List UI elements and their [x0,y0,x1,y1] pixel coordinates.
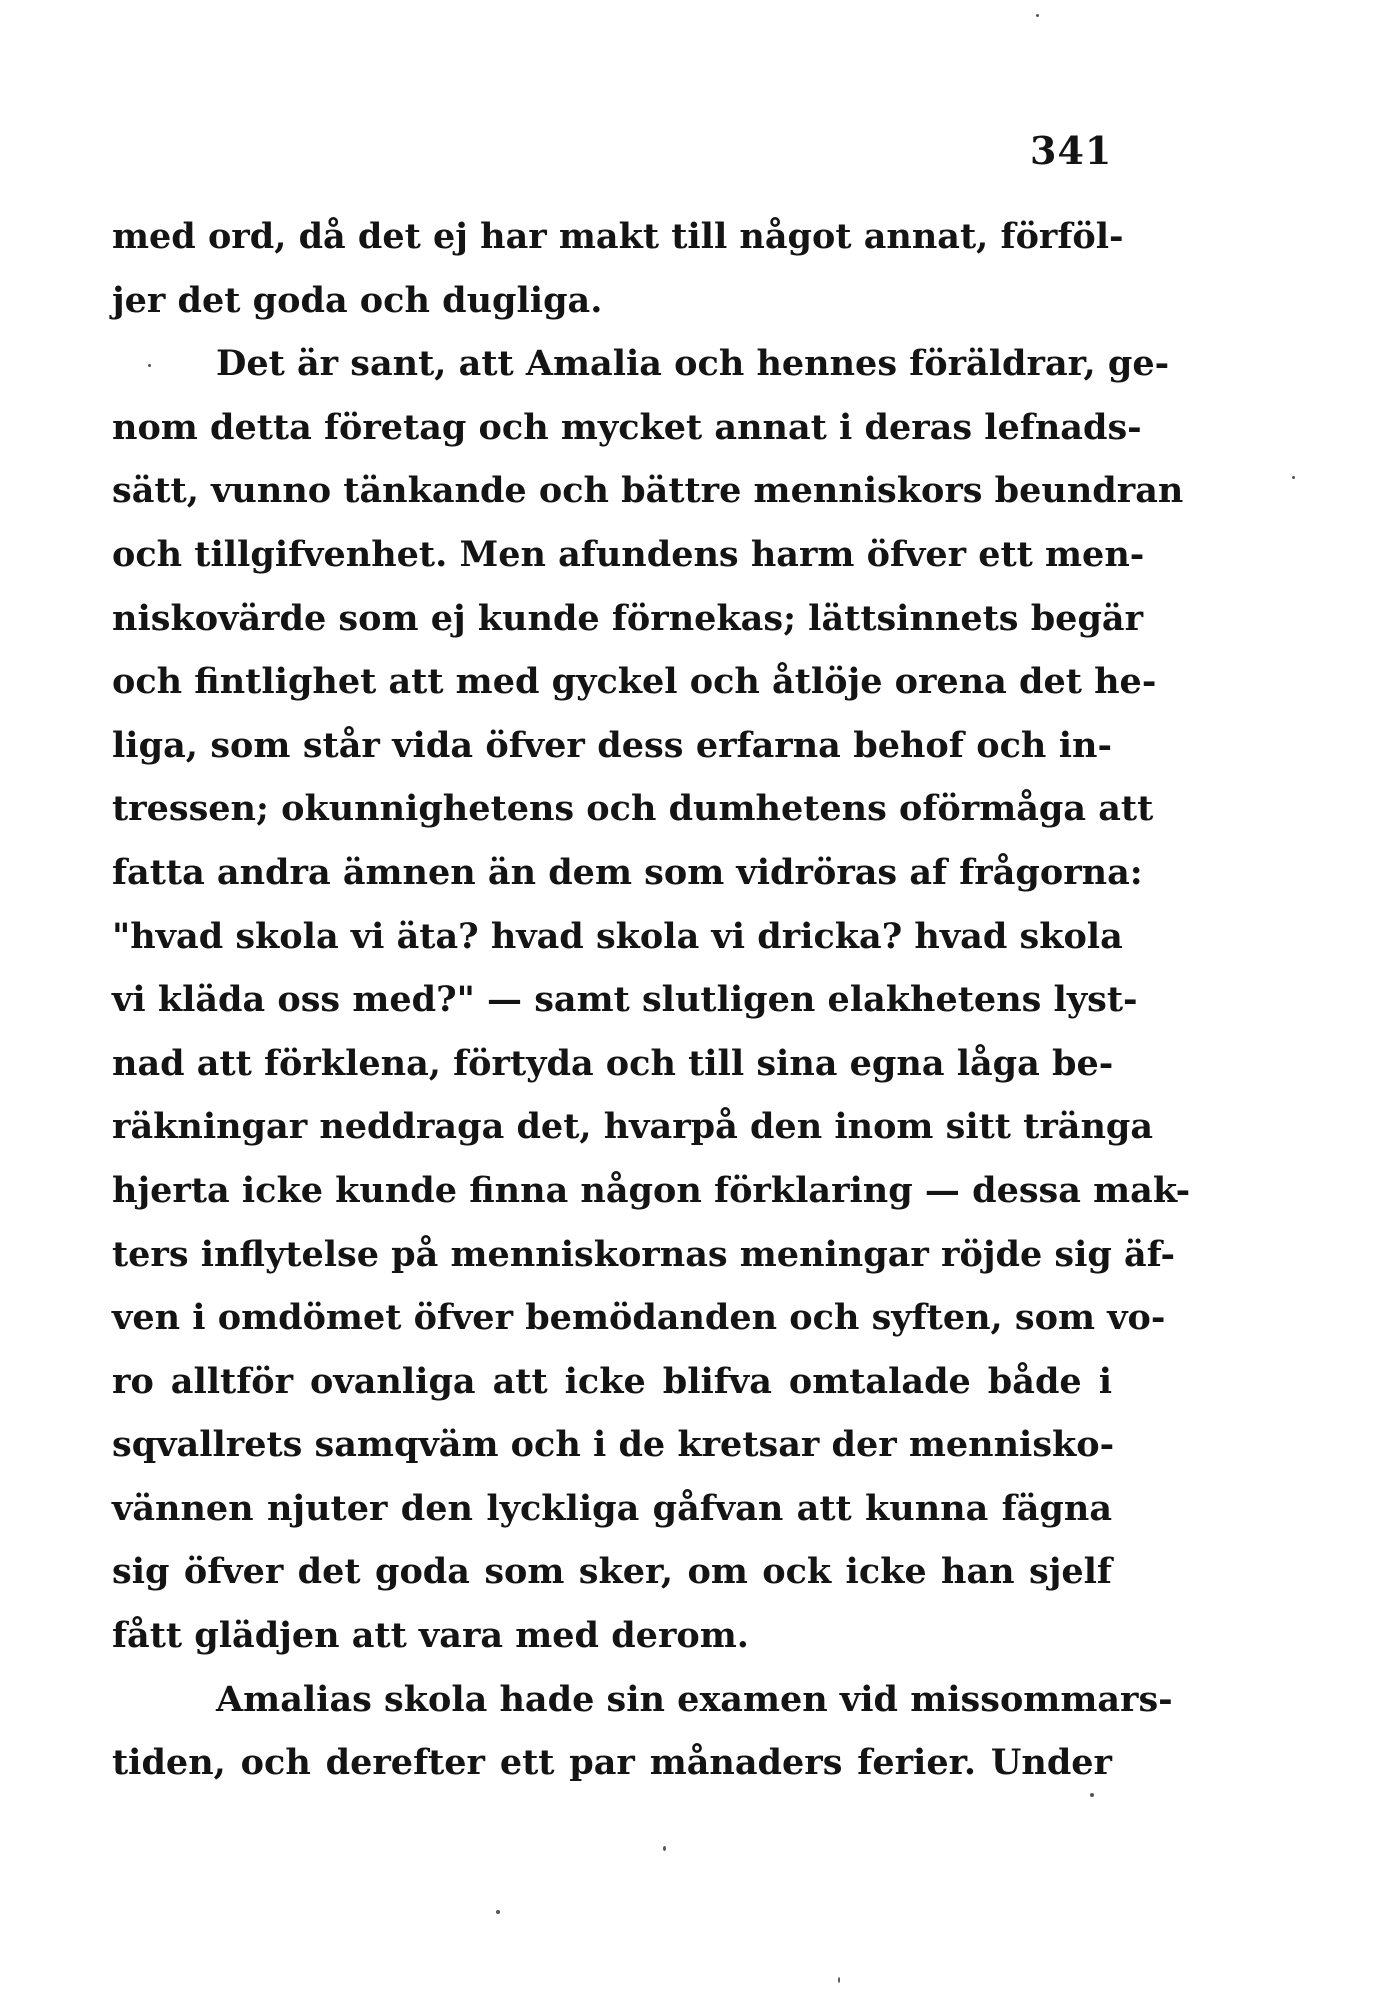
text-line: ven i omdömet öfver bemödanden och syften, som vo- [112,1297,1166,1339]
text-line: ters inflytelse på menniskornas meningar röjde sig äf- [112,1233,1176,1275]
text-line: hjerta icke kunde finna någon förklaring — dessa mak- [112,1169,1191,1211]
text-line: vi kläda oss med?" — samt slutligen elakhetens lyst- [112,979,1138,1021]
text-line: liga, som står vida öfver dess erfarna behof och in- [112,724,1112,766]
text-line: jer det goda och dugliga. [112,279,603,321]
print-speck [663,1846,666,1851]
text-line: sqvallrets samqväm och i de kretsar der mennisko- [112,1424,1115,1466]
text-line: räkningar neddraga det, hvarpå den inom sitt tränga [112,1106,1154,1148]
text-line: "hvad skola vi äta? hvad skola vi dricka? hvad skola [112,915,1123,957]
text-line: Amalias skola hade sin examen vid missommars- [216,1678,1173,1720]
text-line: vännen njuter den lyckliga gåfvan att kunna fägna [112,1487,1112,1529]
print-speck [1090,1793,1094,1797]
text-line: nad att förklena, förtyda och till sina egna låga be- [112,1042,1114,1084]
text-line: och fintlighet att med gyckel och åtlöje orena det he- [112,661,1157,703]
page-number: 341 [1030,128,1113,173]
text-line: sätt, vunno tänkande och bättre menniskors beundran [112,470,1184,512]
text-line: ro alltför ovanliga att icke blifva omtalade både i [112,1360,1112,1402]
text-line: Det är sant, att Amalia och hennes föräldrar, ge- [216,343,1170,385]
text-line: nom detta företag och mycket annat i deras lefnads- [112,406,1142,448]
text-line: fått glädjen att vara med derom. [112,1615,749,1657]
text-line: niskovärde som ej kunde förnekas; lättsinnets begär [112,597,1144,639]
text-line: fatta andra ämnen än dem som vidröras af frågorna: [112,851,1143,893]
print-speck [1292,476,1295,479]
text-line: och tillgifvenhet. Men afundens harm öfver ett men- [112,533,1145,575]
text-line: tressen; okunnighetens och dumhetens oförmåga att [112,788,1154,830]
text-line: med ord, då det ej har makt till något annat, förföl- [112,216,1124,257]
body-text [112,205,1191,1795]
print-speck [1036,14,1039,17]
print-speck [148,364,151,367]
text-line: sig öfver det goda som sker, om ock icke han sjelf [112,1551,1112,1593]
print-speck [496,1910,500,1914]
text-line: tiden, och derefter ett par månaders ferier. Under [112,1742,1112,1784]
print-speck [838,1977,840,1983]
